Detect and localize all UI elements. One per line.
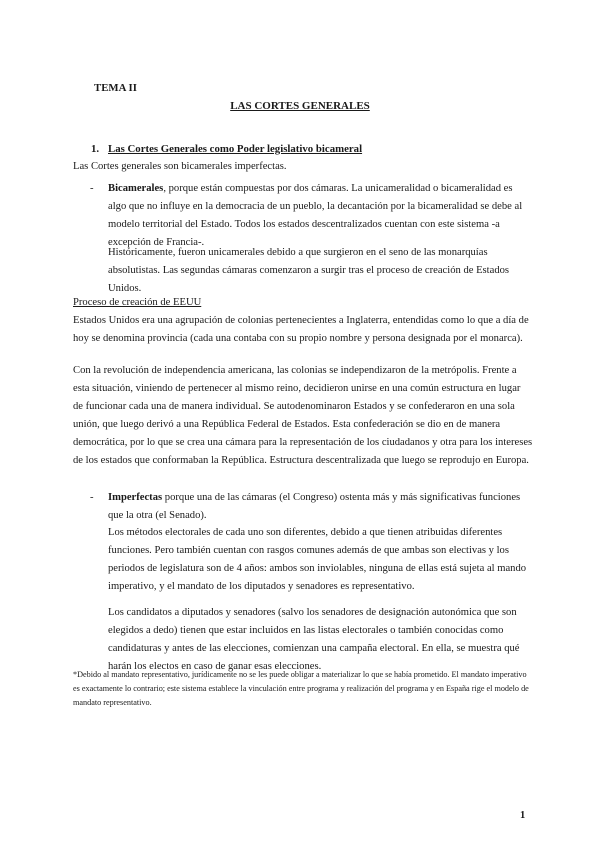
bullet-imperfectas — [108, 489, 533, 525]
section-number: 1. — [91, 143, 100, 155]
subsection-heading-eeuu: Proceso de creación de EEUU — [73, 297, 202, 308]
bullet-imperfectas-para-2: Los métodos electorales de cada uno son diferentes, debido a que tienen atribuidas diferentes funciones. Pero también cuentan con rasgos comunes además de que ambas son electivas y los periodos de legislatura son de 4 años: ambos son inviolables, ninguna de ellas está sujeta al mando imperativo, y el mandato de los diputados y senadores es representativo. — [108, 527, 527, 592]
eeuu-paragraph-1: Estados Unidos era una agrupación de colonias pertenecientes a Inglaterra, entendidas como lo que a día de hoy se denomina provincia (cada una contaba con su propio nombre y persona designada por el monarca). — [73, 315, 529, 344]
section-heading — [91, 140, 362, 158]
section-heading-text: Las Cortes Generales como Poder legislativo bicameral — [108, 143, 363, 155]
bullet-imperfectas-para-3: Los candidatos a diputados y senadores (salvo los senadores de designación autonómica que son elegidos a dedo) tienen que estar incluidos en las listas electorales o también conocidas como candidaturas y antes de las elecciones, comienzan una campaña electoral. En ella, se muestra qué harán los electos en caso de ganar esas elecciones. — [108, 607, 520, 672]
bullet-bicamerales-history: Históricamente, fueron unicamerales debido a que surgieron en el seno de las monarquías absolutistas. Las segundas cámaras comenzaron a surgir tras el proceso de creación de Estados Unidos. — [108, 247, 510, 294]
eeuu-paragraph-2: Con la revolución de independencia americana, las colonias se independizaron de la metrópolis. Frente a esta situación, viniendo de pertenecer al mismo reino, decidieron unirse en una común estructura en lugar de funcionar cada una de manera individual. Se autodenominaron Estados y se confederaron en una sola unión, que luego derivó a una República Federal de Estados. Esta confederación se dio en de manera democrática, por lo que se crea una cámara para la representación de los ciudadanos y otra para los intereses de los estados que conformaban la República. Estructura descentralizada que luego se reprodujo en Europa. — [73, 365, 533, 466]
bullet-dash: - — [90, 183, 94, 194]
bullet-text: , porque están compuestas por dos cámaras. La unicameralidad o bicameralidad es algo que no influye en la democracia de un pueblo, la decantación por la bicameralidad se debe al modelo territorial del Estado. Todos los estados descentralizados cuentan con este sistema -a excepción de Francia-. — [108, 183, 523, 248]
bullet-bicamerales — [108, 180, 533, 252]
section-intro: Las Cortes generales son bicamerales imperfectas. — [73, 161, 287, 172]
bullet-text: porque una de las cámaras (el Congreso) ostenta más y más significativas funciones que la otra (el Senado). — [108, 492, 521, 521]
bullet-dash: - — [90, 492, 94, 503]
footnote: *Debido al mandato representativo, jurídicamente no se les puede obligar a materializar lo que se había prometido. El mandato imperativo es exactamente lo contrario; este sistema establece la vinculación entre programa y realización del programa y en España rige el modelo de mandato representativo. — [73, 670, 529, 708]
tema-label: TEMA II — [94, 82, 137, 94]
page-title: LAS CORTES GENERALES — [230, 100, 370, 112]
page-number: 1 — [520, 810, 526, 821]
bullet-term: Imperfectas — [108, 492, 163, 503]
bullet-term: Bicamerales — [108, 183, 164, 194]
